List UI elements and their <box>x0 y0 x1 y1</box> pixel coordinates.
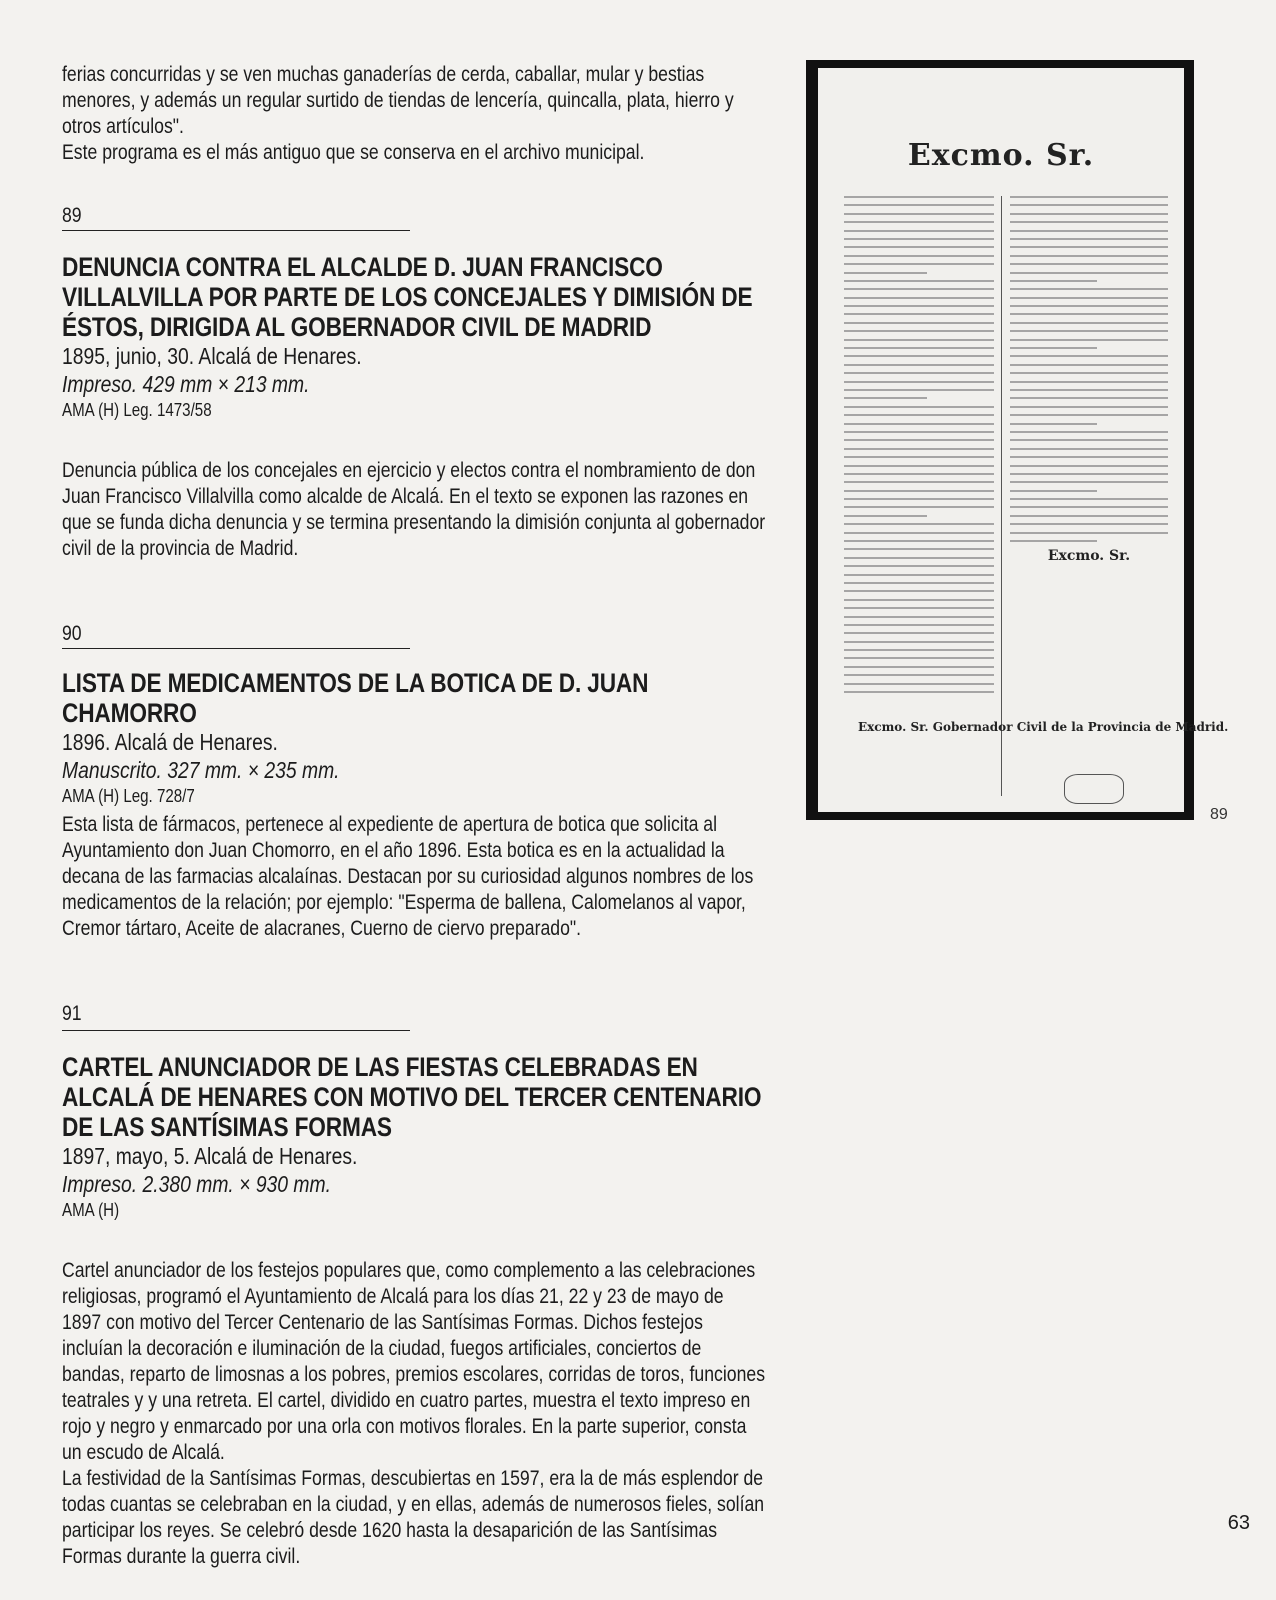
intro-text-2: Este programa es el más antiguo que se conserva en el archivo municipal. <box>62 141 645 164</box>
facsimile-text-line <box>1010 473 1168 475</box>
entry-90-reference: AMA (H) Leg. 728/7 <box>62 786 195 806</box>
facsimile-text-line <box>1010 515 1168 517</box>
facsimile-text-line <box>1010 456 1168 458</box>
entry-89-format: Impreso. 429 mm × 213 mm. <box>62 371 310 397</box>
facsimile-text-column-left <box>844 196 994 796</box>
entry-89-rule <box>62 230 410 231</box>
facsimile-text-line <box>844 590 994 592</box>
facsimile-text-line <box>844 473 994 475</box>
facsimile-text-line <box>844 305 994 307</box>
stamp-icon <box>1064 774 1124 804</box>
facsimile-text-line <box>1010 532 1168 534</box>
facsimile-text-line <box>844 339 994 341</box>
facsimile-text-line <box>844 397 927 399</box>
entry-90-rule <box>62 648 410 649</box>
facsimile-text-line <box>1010 490 1097 492</box>
facsimile-text-line <box>1010 272 1168 274</box>
entry-90-title: LISTA DE MEDICAMENTOS DE LA BOTICA DE D. JUAN CHAMORRO <box>62 668 649 728</box>
facsimile-text-line <box>844 364 994 366</box>
facsimile-text-line <box>844 263 994 265</box>
entry-91-format: Impreso. 2.380 mm. × 930 mm. <box>62 1171 331 1197</box>
facsimile-text-line <box>1010 381 1168 383</box>
facsimile-text-line <box>844 406 994 408</box>
facsimile-text-line <box>1010 465 1168 467</box>
facsimile-text-line <box>844 498 994 500</box>
facsimile-text-line <box>1010 431 1168 433</box>
facsimile-text-line <box>844 666 994 668</box>
facsimile-text-line <box>1010 230 1168 232</box>
facsimile-text-line <box>1010 540 1097 542</box>
facsimile-text-line <box>1010 414 1168 416</box>
entry-89-description: Denuncia pública de los concejales en ejercicio y electos contra el nombramiento de don Juan Francisco Villalvilla como alcalde de Alcalá. En el texto se exponen las razones en que se funda dicha denuncia y se termina presentando la dimisión conjunta al gobernador civil de la provincia de Madrid. <box>62 459 766 560</box>
facsimile-text-line <box>844 641 994 643</box>
entry-91-description <box>62 1258 766 1570</box>
entry-90 <box>62 668 766 808</box>
facsimile-text-line <box>844 246 994 248</box>
entry-91-title: CARTEL ANUNCIADOR DE LAS FIESTAS CELEBRADAS EN ALCALÁ DE HENARES CON MOTIVO DEL TERCER CENTENARIO DE LAS SANTÍSIMAS FORMAS <box>62 1052 762 1142</box>
facsimile-text-line <box>1010 448 1168 450</box>
facsimile-text-line <box>844 322 994 324</box>
entry-89-title: DENUNCIA CONTRA EL ALCALDE D. JUAN FRANCISCO VILLALVILLA POR PARTE DE LOS CONCEJALES Y DIMISIÓN DE ÉSTOS, DIRIGIDA AL GOBERNADOR CIVIL DE MADRID <box>62 252 753 342</box>
facsimile-heading: Excmo. Sr. <box>907 138 1095 173</box>
facsimile-text-line <box>1010 330 1168 332</box>
facsimile-text-line <box>844 523 994 525</box>
facsimile-text-line <box>1010 246 1168 248</box>
facsimile-text-line <box>844 683 994 685</box>
facsimile-text-line <box>844 372 994 374</box>
facsimile-text-line <box>1010 523 1168 525</box>
facsimile-text-line <box>844 213 994 215</box>
facsimile-text-line <box>844 288 994 290</box>
facsimile-text-line <box>1010 280 1097 282</box>
facsimile-text-line <box>844 431 994 433</box>
facsimile-text-line <box>844 414 994 416</box>
facsimile-text-line <box>844 582 994 584</box>
entry-89-date: 1895, junio, 30. Alcalá de Henares. <box>62 343 362 369</box>
facsimile-text-line <box>844 230 994 232</box>
facsimile-text-line <box>844 481 994 483</box>
facsimile-text-line <box>844 506 994 508</box>
facsimile-text-line <box>1010 397 1168 399</box>
facsimile-text-line <box>1010 213 1168 215</box>
facsimile-text-line <box>844 574 994 576</box>
facsimile-text-line <box>1010 221 1168 223</box>
facsimile-text-line <box>844 221 994 223</box>
facsimile-text-line <box>844 548 994 550</box>
facsimile-text-line <box>844 565 994 567</box>
facsimile-text-line <box>1010 297 1168 299</box>
figure-label: 89 <box>1210 806 1228 823</box>
facsimile-text-line <box>1010 313 1168 315</box>
entry-90-number: 90 <box>62 622 82 645</box>
facsimile-text-line <box>1010 204 1168 206</box>
entry-91-description-p1: Cartel anunciador de los festejos populares que, como complemento a las celebraciones religiosas, programó el Ayuntamiento de Alcalá para los días 21, 22 y 23 de mayo de 1897 con motivo del Tercer Centenario de las Santísimas Formas. Dichos festejos incluían la decoración e iluminación de la ciudad, fuegos artificiales, conciertos de bandas, reparto de limosnas a los pobres, premios escolares, corridas de toros, funciones teatrales y y una retreta. El cartel, dividido en cuatro partes, muestra el texto impreso en rojo y negro y enmarcado por una orla con motivos florales. En la parte superior, consta un escudo de Alcalá. <box>62 1259 766 1464</box>
facsimile-text-line <box>1010 506 1168 508</box>
facsimile-text-line <box>844 616 994 618</box>
facsimile-text-line <box>1010 481 1168 483</box>
intro-paragraph <box>62 62 766 166</box>
facsimile-text-line <box>844 423 994 425</box>
facsimile-text-line <box>844 599 994 601</box>
entry-91-date: 1897, mayo, 5. Alcalá de Henares. <box>62 1143 358 1169</box>
facsimile-text-line <box>1010 238 1168 240</box>
entry-90-description: Esta lista de fármacos, pertenece al expediente de apertura de botica que solicita al Ayuntamiento don Juan Chomorro, en el año 1896. Esta botica es en la actualidad la decana de las farmacias alcalaínas. Destacan por su curiosidad algunos nombres de los medicamentos de la relación; por ejemplo: "Esperma de ballena, Calomelanos al vapor, Cremor tártaro, Aceite de alacranes, Cuerno de ciervo preparado". <box>62 813 754 940</box>
facsimile-text-line <box>1010 355 1168 357</box>
facsimile-text-line <box>844 490 994 492</box>
facsimile-text-line <box>1010 423 1097 425</box>
facsimile-address: Excmo. Sr. Gobernador Civil de la Provincia de Madrid. <box>858 720 1229 734</box>
entry-89-number: 89 <box>62 204 82 227</box>
facsimile-text-line <box>844 515 927 517</box>
facsimile-text-line <box>844 674 994 676</box>
facsimile-text-line <box>1010 255 1168 257</box>
facsimile-text-line <box>1010 372 1168 374</box>
facsimile-text-line <box>844 280 994 282</box>
facsimile-text-line <box>1010 439 1168 441</box>
facsimile-text-line <box>844 649 994 651</box>
facsimile-text-line <box>844 272 927 274</box>
facsimile-text-line <box>1010 196 1168 198</box>
facsimile-text-line <box>844 381 994 383</box>
facsimile-text-line <box>844 204 994 206</box>
entry-91-number: 91 <box>62 1002 82 1025</box>
facsimile-text-line <box>844 347 994 349</box>
entry-91 <box>62 1052 766 1222</box>
entry-91-rule <box>62 1030 410 1031</box>
intro-text: ferias concurridas y se ven muchas ganaderías de cerda, caballar, mular y bestias menores, y además un regular surtido de tiendas de lencería, quincalla, plata, hierro y otros artículos". <box>62 63 734 138</box>
facsimile-text-line <box>844 532 994 534</box>
facsimile-text-line <box>1010 339 1168 341</box>
facsimile-text-line <box>1010 347 1097 349</box>
facsimile-text-line <box>1010 322 1168 324</box>
facsimile-text-line <box>1010 498 1168 500</box>
entry-89 <box>62 252 766 422</box>
facsimile-text-line <box>844 607 994 609</box>
entry-90-date: 1896. Alcalá de Henares. <box>62 729 278 755</box>
entry-91-description-p2: La festividad de la Santísimas Formas, descubiertas en 1597, era la de más esplendor de todas cuantas se celebraban en la ciudad, y en ellas, además de numerosos fieles, solían participar los reyes. Se celebró desde 1620 hasta la desaparición de las Santísimas Formas durante la guerra civil. <box>62 1467 765 1568</box>
facsimile-signature-heading: Excmo. Sr. <box>1047 548 1131 564</box>
facsimile-text-line <box>1010 263 1168 265</box>
facsimile-text-line <box>844 330 994 332</box>
facsimile-text-line <box>844 389 994 391</box>
facsimile-text-line <box>1010 364 1168 366</box>
entry-91-reference: AMA (H) <box>62 1200 120 1220</box>
facsimile-text-line <box>844 313 994 315</box>
facsimile-text-line <box>1010 406 1168 408</box>
facsimile-column-divider <box>1001 196 1002 796</box>
facsimile-text-line <box>1010 288 1168 290</box>
facsimile-text-line <box>844 456 994 458</box>
facsimile-text-line <box>844 439 994 441</box>
facsimile-text-line <box>844 691 994 693</box>
facsimile-paper <box>818 68 1229 812</box>
facsimile-text-line <box>844 255 994 257</box>
facsimile-text-line <box>844 297 994 299</box>
facsimile-text-line <box>844 557 994 559</box>
facsimile-text-line <box>844 657 994 659</box>
facsimile-text-line <box>844 540 994 542</box>
entry-90-format: Manuscrito. 327 mm. × 235 mm. <box>62 757 340 783</box>
facsimile-text-line <box>1010 389 1168 391</box>
facsimile-text-line <box>844 448 994 450</box>
facsimile-text-line <box>844 196 994 198</box>
entry-89-reference: AMA (H) Leg. 1473/58 <box>62 400 212 420</box>
facsimile-text-line <box>844 465 994 467</box>
facsimile-text-line <box>844 238 994 240</box>
facsimile-text-line <box>844 624 994 626</box>
facsimile-text-line <box>844 632 994 634</box>
facsimile-text-line <box>844 355 994 357</box>
facsimile-text-line <box>1010 305 1168 307</box>
facsimile-text-column-right <box>1010 196 1168 796</box>
page-number: 63 <box>1227 1512 1250 1534</box>
